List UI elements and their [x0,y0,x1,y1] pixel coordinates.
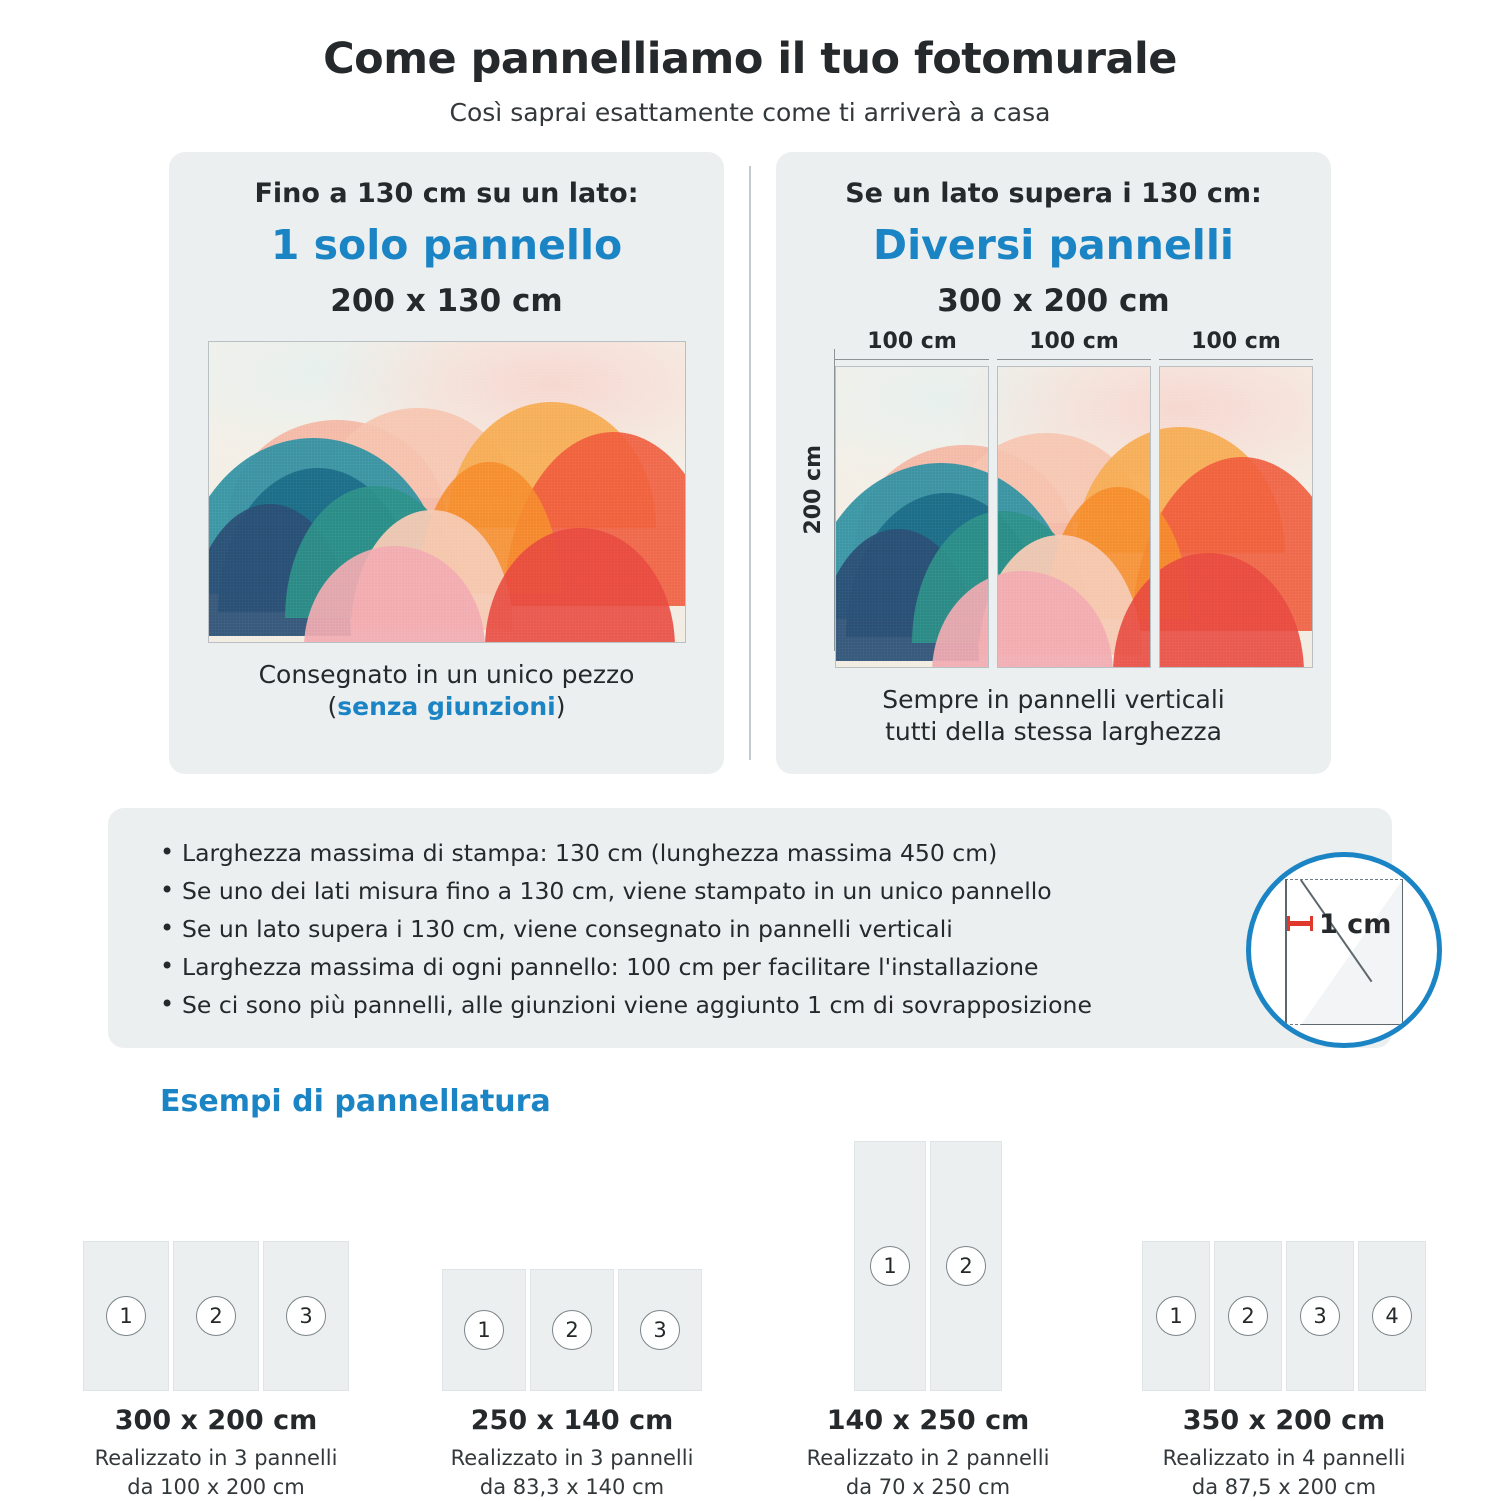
card-right-foot-line1: Sempre in pannelli verticali [882,685,1225,714]
cards-divider-wrap [724,152,776,774]
example-panel [263,1241,349,1391]
panel-number: 2 [196,1296,236,1336]
example-2-desc-line1: Realizzato in 3 pannelli [450,1446,694,1471]
sheet-edge-icon [1285,879,1287,1025]
card-right-size: 300 x 200 cm [937,283,1170,319]
card-left-foot-accent: senza giunzioni [337,692,556,721]
panel-number: 2 [946,1246,986,1286]
card-left-foot-paren-close: ) [555,692,566,721]
specifications-box [108,808,1392,1048]
examples-title: Esempi di pannellatura [160,1084,551,1120]
example-panel [930,1141,1002,1391]
mural-panel-3 [1159,366,1313,668]
example-panel [1214,1241,1282,1391]
example-350x200 [1134,1141,1434,1501]
panel-number: 1 [464,1310,504,1350]
example-3-desc-line1: Realizzato in 2 pannelli [806,1446,1050,1471]
example-250x140 [422,1141,722,1501]
panel-width-label-1: 100 cm [835,329,989,360]
example-4-size: 350 x 200 cm [1182,1405,1386,1437]
measure-marker-icon [1287,921,1313,926]
height-dimension-label: 200 cm [801,445,826,535]
panel-number: 3 [1300,1296,1340,1336]
example-panel [173,1241,259,1391]
example-3-desc [778,1444,1078,1501]
example-4-desc-line2: da 87,5 x 200 cm [1191,1474,1377,1499]
example-1-desc-line2: da 100 x 200 cm [127,1474,305,1499]
example-4-desc-line1: Realizzato in 4 pannelli [1162,1446,1406,1471]
specifications-list [138,834,1362,1024]
card-single-panel [169,152,724,774]
example-1-panels [83,1241,349,1391]
list-item: • Larghezza massima di stampa: 130 cm (lunghezza massima 450 cm) [160,834,1362,872]
example-4-desc [1134,1444,1434,1501]
card-left-foot-paren-open: ( [327,692,338,721]
panel-number: 1 [1156,1296,1196,1336]
example-1-desc-line1: Realizzato in 3 pannelli [94,1446,338,1471]
example-3-desc-line2: da 70 x 250 cm [845,1474,1011,1499]
mural-panel-2 [997,366,1151,668]
example-4-panels [1142,1241,1426,1391]
overlap-label: 1 cm [1319,909,1392,940]
panel-number: 4 [1372,1296,1412,1336]
example-2-canvas [422,1141,722,1391]
example-1-desc [66,1444,366,1501]
example-2-panels [442,1269,702,1391]
example-1-canvas [66,1141,366,1391]
example-140x250 [778,1141,1078,1501]
example-2-desc [422,1444,722,1501]
panel-width-labels [835,329,1313,360]
example-2-size: 250 x 140 cm [470,1405,674,1437]
panel-number: 1 [106,1296,146,1336]
card-left-headline: 1 solo pannello [270,221,623,269]
card-multi-panel [776,152,1331,774]
example-3-canvas [778,1141,1078,1391]
example-3-size: 140 x 250 cm [826,1405,1030,1437]
card-left-footer [187,659,706,723]
example-1-size: 300 x 200 cm [114,1405,318,1437]
panels-column [835,329,1313,668]
card-left-foot-line1: Consegnato in un unico pezzo [258,660,635,689]
card-right-foot-line2: tutti della stessa larghezza [885,717,1222,746]
cards-divider [749,166,751,760]
mural-artwork-panels [835,366,1313,668]
example-300x200 [66,1141,366,1501]
example-panel [1142,1241,1210,1391]
list-item: • Se un lato supera i 130 cm, viene consegnato in pannelli verticali [160,910,1362,948]
page-title: Come pannelliamo il tuo fotomurale [323,34,1177,84]
mural-artwork-single [208,341,686,643]
height-dimension [794,329,835,651]
example-panel [618,1269,702,1391]
panel-width-label-2: 100 cm [997,329,1151,360]
examples-row [0,1141,1500,1501]
overlap-detail-badge [1246,852,1442,1048]
panel-number: 3 [640,1310,680,1350]
example-3-panels [854,1141,1002,1391]
card-left-kicker: Fino a 130 cm su un lato: [254,178,639,209]
panel-number: 1 [870,1246,910,1286]
panel-number: 2 [1228,1296,1268,1336]
example-panel [442,1269,526,1391]
list-item: • Larghezza massima di ogni pannello: 100 cm per facilitare l'installazione [160,948,1362,986]
panel-width-label-3: 100 cm [1159,329,1313,360]
card-right-footer [794,684,1313,748]
list-item: • Se ci sono più pannelli, alle giunzioni viene aggiunto 1 cm di sovrapposizione [160,986,1362,1024]
card-right-headline: Diversi pannelli [873,221,1234,269]
example-panel [1286,1241,1354,1391]
multi-panel-diagram [794,329,1313,668]
list-item: • Se uno dei lati misura fino a 130 cm, viene stampato in un unico pannello [160,872,1362,910]
comparison-cards [0,152,1500,774]
mural-panel-1 [835,366,989,668]
example-4-canvas [1134,1141,1434,1391]
example-panel [854,1141,926,1391]
card-left-size: 200 x 130 cm [330,283,563,319]
page-subtitle: Così saprai esattamente come ti arriverà a casa [449,98,1051,127]
example-panel [530,1269,614,1391]
page-header [0,0,1500,127]
card-right-kicker: Se un lato supera i 130 cm: [845,178,1262,209]
example-2-desc-line2: da 83,3 x 140 cm [479,1474,665,1499]
example-panel [1358,1241,1426,1391]
panel-number: 2 [552,1310,592,1350]
panel-number: 3 [286,1296,326,1336]
example-panel [83,1241,169,1391]
